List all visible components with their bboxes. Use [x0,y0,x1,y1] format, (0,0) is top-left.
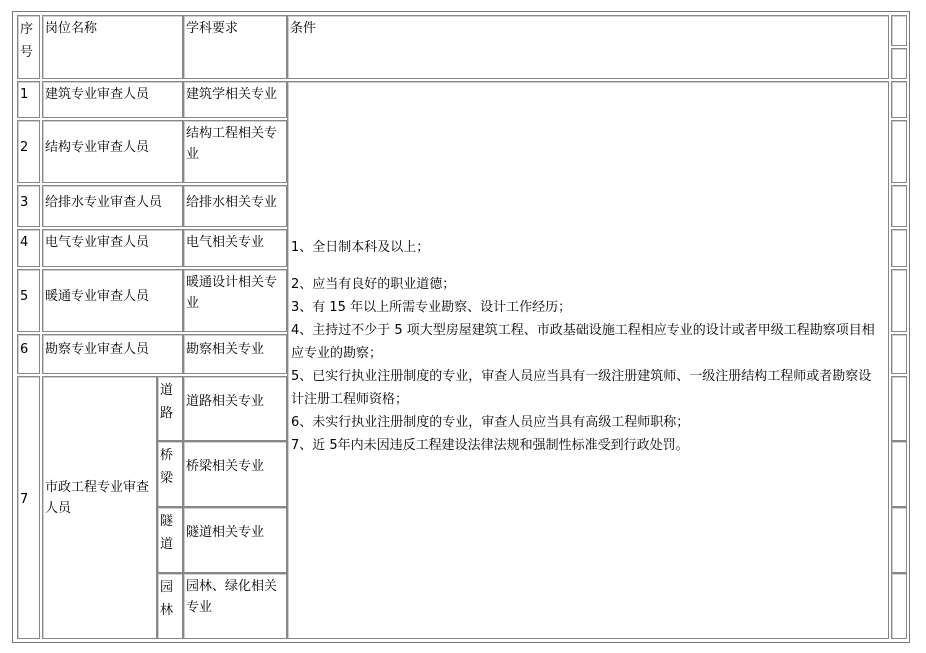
condition-item: 4、主持过不少于 5 项大型房屋建筑工程、市政基础设施工程相应专业的设计或者甲级工程勘察项目相应专业的勘察； [291,323,875,361]
empty-cell [891,185,907,227]
header-num [17,15,40,79]
header-num-char-1: 序 [20,22,34,37]
empty-cell [891,48,907,79]
row-position: 勘察专业审查人员 [42,334,183,374]
row-discipline: 结构工程相关专业 [183,120,287,183]
sub-char: 园 [160,580,174,595]
row-position: 电气专业审查人员 [42,229,183,267]
empty-cell [891,376,907,441]
condition-item: 3、有 15 年以上所需专业勘察、设计工作经历； [291,300,572,315]
empty-cell [891,120,907,183]
sub-char: 路 [160,406,174,421]
row-num: 4 [17,229,40,267]
empty-cell [891,269,907,332]
header-num-char-2: 号 [20,45,34,60]
empty-cell [891,334,907,374]
row-discipline: 暖通设计相关专业 [183,269,287,332]
empty-cell [891,15,907,46]
row-position: 暖通专业审查人员 [42,269,183,332]
sub-category [157,507,183,573]
sub-char: 道 [160,383,174,398]
row-position: 给排水专业审查人员 [42,185,183,227]
header-position: 岗位名称 [42,15,183,79]
empty-cell [891,441,907,507]
sub-char: 梁 [160,471,174,486]
header-discipline: 学科要求 [183,15,287,79]
empty-cell [891,507,907,573]
row-discipline: 园林、绿化相关专业 [183,573,287,639]
row-discipline: 桥梁相关专业 [183,441,287,507]
row-num: 1 [17,81,40,118]
row-discipline: 道路相关专业 [183,376,287,441]
row-num: 3 [17,185,40,227]
row-discipline: 勘察相关专业 [183,334,287,374]
row-discipline: 隧道相关专业 [183,507,287,573]
empty-cell [891,573,907,639]
row-discipline: 给排水相关专业 [183,185,287,227]
row-num: 7 [17,376,40,639]
row-discipline: 电气相关专业 [183,229,287,267]
sub-category [157,573,183,639]
condition-item: 2、应当有良好的职业道德； [291,277,456,292]
sub-char: 隧 [160,514,174,529]
sub-category [157,376,183,441]
row-num: 2 [17,120,40,183]
row-num: 5 [17,269,40,332]
row-position: 建筑专业审查人员 [42,81,183,118]
sub-char: 桥 [160,448,174,463]
condition-item: 5、已实行执业注册制度的专业，审查人员应当具有一级注册建筑师、一级注册结构工程师或者勘察设计注册工程师资格； [291,369,872,407]
condition-item: 6、未实行执业注册制度的专业，审查人员应当具有高级工程师职称； [291,415,690,430]
condition-item: 7、近 5年内未因违反工程建设法律法规和强制性标准受到行政处罚。 [291,438,689,453]
header-conditions: 条件 [287,15,889,79]
sub-category [157,441,183,507]
sub-char: 林 [160,603,174,618]
condition-item: 1、全日制本科及以上； [291,240,430,255]
row-position: 结构专业审查人员 [42,120,183,183]
conditions-cell [287,81,889,639]
empty-cell [891,229,907,267]
row-discipline: 建筑学相关专业 [183,81,287,118]
empty-cell [891,81,907,118]
row-position: 市政工程专业审查人员 [42,376,157,639]
row-num: 6 [17,334,40,374]
sub-char: 道 [160,537,174,552]
conditions-list [291,236,884,457]
